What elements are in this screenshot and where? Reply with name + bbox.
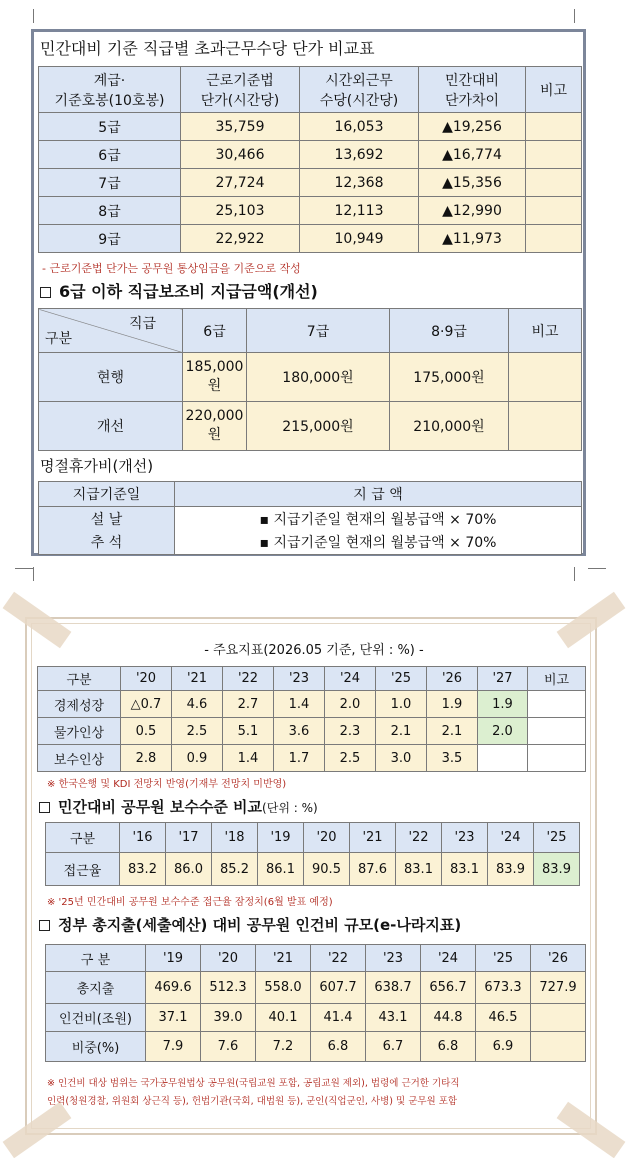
header-diff: 민간대비 단가차이 bbox=[419, 67, 526, 113]
table-row: 물가인상 0.5 2.5 5.1 3.6 2.3 2.1 2.1 2.0 bbox=[38, 718, 586, 745]
section1-title: 민간대비 기준 직급별 초과근무수당 단가 비교표 bbox=[40, 39, 375, 58]
allowance-table bbox=[38, 308, 582, 451]
crop-mark bbox=[574, 9, 575, 23]
section4-footnote: ※ 한국은행 및 KDI 전망치 반영(기재부 전망치 미반영) bbox=[47, 779, 287, 790]
table-row: 접근율 83.2 86.0 85.2 86.1 90.5 87.6 83.1 83.1 83.9 83.9 bbox=[46, 853, 580, 886]
section6-title: 정부 총지출(세출예산) 대비 공무원 인건비 규모(e-나라지표) bbox=[58, 916, 462, 934]
checkbox-square-icon bbox=[39, 802, 50, 813]
document-page-1 bbox=[31, 29, 586, 556]
table-row: 5급 35,759 16,053 ▲19,256 bbox=[39, 113, 582, 141]
header-labor-rate: 근로기준법 단가(시간당) bbox=[181, 67, 300, 113]
table-row: 개선 220,000 원 215,000원 210,000원 bbox=[39, 402, 582, 451]
crop-mark bbox=[33, 567, 34, 581]
section6-heading bbox=[39, 914, 461, 935]
table-header-row bbox=[39, 67, 582, 113]
table-row: 7급 27,724 12,368 ▲15,356 bbox=[39, 169, 582, 197]
crop-mark bbox=[574, 567, 575, 581]
crop-mark bbox=[33, 9, 34, 23]
table-row: 추 석 ▪ 지급기준일 현재의 월봉급액 × 70% bbox=[39, 531, 582, 555]
header-note: 비고 bbox=[526, 67, 582, 113]
header-overtime-rate: 시간외근무 수당(시간당) bbox=[300, 67, 419, 113]
section4-title: - 주요지표(2026.05 기준, 단위 : %) - bbox=[204, 643, 424, 658]
table-row: 보수인상 2.8 0.9 1.4 1.7 2.5 3.0 3.5 bbox=[38, 745, 586, 772]
section5-footnote: ※ '25년 민간대비 공무원 보수수준 접근율 잠정치(6월 발표 예정) bbox=[47, 897, 333, 908]
table-row: 설 날 ▪ 지급기준일 현재의 월봉급액 × 70% bbox=[39, 507, 582, 531]
table-row: 9급 22,922 10,949 ▲11,973 bbox=[39, 225, 582, 253]
table-row: 현행 185,000 원 180,000원 175,000원 bbox=[39, 353, 582, 402]
pay-level-table bbox=[45, 822, 580, 886]
table-header-row: 구 분 '19 '20 '21 '22 '23 '24 '25 '26 bbox=[46, 945, 586, 972]
table-row: 인건비(조원) 37.1 39.0 40.1 41.4 43.1 44.8 46.5 bbox=[46, 1004, 586, 1032]
table-row: 6급 30,466 13,692 ▲16,774 bbox=[39, 141, 582, 169]
checkbox-square-icon bbox=[40, 287, 51, 298]
section1-footnote: - 근로기준법 단가는 공무원 통상임금을 기준으로 작성 bbox=[42, 262, 301, 275]
diagonal-header-cell: 직급 구분 bbox=[39, 309, 183, 353]
section5-title: 민간대비 공무원 보수수준 비교 bbox=[58, 798, 263, 816]
section6-footnote-line1: ※ 인건비 대상 범위는 국가공무원법상 공무원(국립교원 포함, 공립교원 제외), 법령에 근거한 기타직 bbox=[47, 1078, 460, 1089]
table-row: 총지출 469.6 512.3 558.0 607.7 638.7 656.7 673.3 727.9 bbox=[46, 972, 586, 1004]
header-grade: 계급· 기준호봉(10호봉) bbox=[39, 67, 181, 113]
section5-unit: (단위 : %) bbox=[262, 801, 318, 815]
section5-heading bbox=[39, 796, 318, 817]
table-row: 비중(%) 7.9 7.6 7.2 6.8 6.7 6.8 6.9 bbox=[46, 1032, 586, 1062]
checkbox-square-icon bbox=[39, 920, 50, 931]
section3-title: 명절휴가비(개선) bbox=[40, 457, 154, 475]
table-header-row: 직급 구분 6급 7급 8·9급 비고 bbox=[39, 309, 582, 353]
table-header-row: 구분 '16 '17 '18 '19 '20 '21 '22 '23 '24 '25 bbox=[46, 823, 580, 853]
section2-title: 6급 이하 직급보조비 지급금액(개선) bbox=[59, 282, 318, 301]
overtime-rate-table bbox=[38, 66, 582, 253]
section6-footnote-line2: 인력(청원경찰, 위원회 상근직 등), 헌법기관(국회, 대법원 등), 군인(직업군인, 사병) 및 군무원 포함 bbox=[47, 1096, 458, 1107]
table-header-row: 구분 '20 '21 '22 '23 '24 '25 '26 '27 비고 bbox=[38, 667, 586, 691]
crop-mark bbox=[588, 568, 606, 569]
indicators-table bbox=[37, 666, 586, 772]
section6-footnote bbox=[47, 1075, 587, 1111]
table-header-row: 지급기준일 지 급 액 bbox=[39, 482, 582, 507]
table-row: 경제성장 △0.7 4.6 2.7 1.4 2.0 1.0 1.9 1.9 bbox=[38, 691, 586, 718]
crop-mark bbox=[15, 568, 33, 569]
personnel-expense-table bbox=[45, 944, 586, 1062]
table-row: 8급 25,103 12,113 ▲12,990 bbox=[39, 197, 582, 225]
holiday-bonus-table bbox=[38, 481, 582, 555]
section2-heading bbox=[40, 279, 318, 302]
